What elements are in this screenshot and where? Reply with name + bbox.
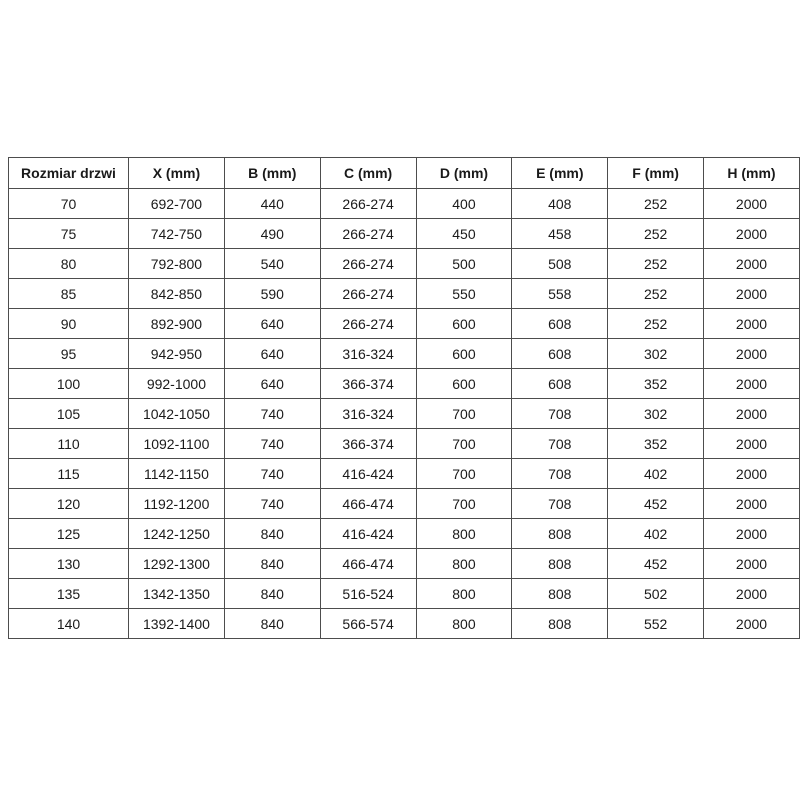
table-row: [9, 189, 800, 219]
table-cell: 2000: [704, 309, 800, 339]
table-cell: 266-274: [320, 249, 416, 279]
table-cell: 458: [512, 219, 608, 249]
table-cell: 440: [224, 189, 320, 219]
table-cell: 502: [608, 579, 704, 609]
table-cell: 600: [416, 369, 512, 399]
table-cell: 608: [512, 369, 608, 399]
table-cell: 450: [416, 219, 512, 249]
table-cell: 2000: [704, 399, 800, 429]
table-row: [9, 519, 800, 549]
table-body: [9, 189, 800, 639]
table-cell: 266-274: [320, 219, 416, 249]
table-cell: 2000: [704, 249, 800, 279]
header-cell: B (mm): [224, 158, 320, 189]
row-size-cell: 130: [9, 549, 129, 579]
row-size-cell: 100: [9, 369, 129, 399]
table-cell: 2000: [704, 339, 800, 369]
table-row: [9, 369, 800, 399]
table-cell: 740: [224, 459, 320, 489]
table-cell: 352: [608, 429, 704, 459]
header-cell: X (mm): [129, 158, 225, 189]
table-cell: 1292-1300: [129, 549, 225, 579]
table-cell: 302: [608, 339, 704, 369]
table-cell: 1392-1400: [129, 609, 225, 639]
table-cell: 800: [416, 519, 512, 549]
table-cell: 700: [416, 459, 512, 489]
table-cell: 466-474: [320, 549, 416, 579]
row-size-cell: 90: [9, 309, 129, 339]
table-cell: 266-274: [320, 309, 416, 339]
table-cell: 352: [608, 369, 704, 399]
table-cell: 892-900: [129, 309, 225, 339]
table-row: [9, 219, 800, 249]
row-size-cell: 80: [9, 249, 129, 279]
table-cell: 808: [512, 519, 608, 549]
table-cell: 2000: [704, 429, 800, 459]
table-cell: 700: [416, 429, 512, 459]
table-cell: 640: [224, 339, 320, 369]
table-cell: 366-374: [320, 429, 416, 459]
table-row: [9, 579, 800, 609]
table-row: [9, 429, 800, 459]
table-cell: 840: [224, 519, 320, 549]
table-cell: 1192-1200: [129, 489, 225, 519]
table-cell: 252: [608, 279, 704, 309]
table-cell: 550: [416, 279, 512, 309]
header-cell: C (mm): [320, 158, 416, 189]
table-cell: 366-374: [320, 369, 416, 399]
table-row: [9, 279, 800, 309]
table-cell: 800: [416, 549, 512, 579]
table-row: [9, 309, 800, 339]
table-cell: 792-800: [129, 249, 225, 279]
header-cell: H (mm): [704, 158, 800, 189]
table-cell: 708: [512, 399, 608, 429]
table-cell: 608: [512, 309, 608, 339]
table-cell: 490: [224, 219, 320, 249]
header-cell: Rozmiar drzwi: [9, 158, 129, 189]
header-cell: F (mm): [608, 158, 704, 189]
table-cell: 252: [608, 219, 704, 249]
table-cell: 608: [512, 339, 608, 369]
table-cell: 2000: [704, 189, 800, 219]
table-cell: 1092-1100: [129, 429, 225, 459]
row-size-cell: 115: [9, 459, 129, 489]
table-cell: 566-574: [320, 609, 416, 639]
row-size-cell: 105: [9, 399, 129, 429]
table-cell: 416-424: [320, 519, 416, 549]
table-cell: 2000: [704, 279, 800, 309]
row-size-cell: 140: [9, 609, 129, 639]
table-cell: 840: [224, 579, 320, 609]
table-cell: 408: [512, 189, 608, 219]
table-cell: 402: [608, 459, 704, 489]
row-size-cell: 95: [9, 339, 129, 369]
table-cell: 740: [224, 489, 320, 519]
table-cell: 808: [512, 549, 608, 579]
table-cell: 800: [416, 609, 512, 639]
table-cell: 840: [224, 609, 320, 639]
table-row: [9, 549, 800, 579]
table-cell: 808: [512, 579, 608, 609]
table-cell: 252: [608, 309, 704, 339]
table-cell: 516-524: [320, 579, 416, 609]
table-row: [9, 399, 800, 429]
table-cell: 266-274: [320, 279, 416, 309]
table-cell: 316-324: [320, 399, 416, 429]
table-cell: 942-950: [129, 339, 225, 369]
table-cell: 252: [608, 189, 704, 219]
table-cell: 992-1000: [129, 369, 225, 399]
table-cell: 302: [608, 399, 704, 429]
table-cell: 558: [512, 279, 608, 309]
table-cell: 640: [224, 309, 320, 339]
table-cell: 700: [416, 489, 512, 519]
table-row: [9, 609, 800, 639]
table-cell: 402: [608, 519, 704, 549]
table-cell: 500: [416, 249, 512, 279]
table-cell: 600: [416, 309, 512, 339]
table-cell: 416-424: [320, 459, 416, 489]
header-cell: D (mm): [416, 158, 512, 189]
table-cell: 452: [608, 549, 704, 579]
table-row: [9, 489, 800, 519]
table-cell: 1242-1250: [129, 519, 225, 549]
table-cell: 552: [608, 609, 704, 639]
table-cell: 2000: [704, 549, 800, 579]
row-size-cell: 125: [9, 519, 129, 549]
table-cell: 740: [224, 429, 320, 459]
table-cell: 1342-1350: [129, 579, 225, 609]
table-row: [9, 249, 800, 279]
table-cell: 840: [224, 549, 320, 579]
table-cell: 590: [224, 279, 320, 309]
table-cell: 700: [416, 399, 512, 429]
table-cell: 800: [416, 579, 512, 609]
table-cell: 316-324: [320, 339, 416, 369]
table-cell: 400: [416, 189, 512, 219]
row-size-cell: 120: [9, 489, 129, 519]
table-cell: 600: [416, 339, 512, 369]
table-cell: 1042-1050: [129, 399, 225, 429]
table-cell: 708: [512, 429, 608, 459]
table-cell: 842-850: [129, 279, 225, 309]
table-cell: 2000: [704, 369, 800, 399]
row-size-cell: 70: [9, 189, 129, 219]
table-cell: 252: [608, 249, 704, 279]
table-cell: 540: [224, 249, 320, 279]
table-cell: 692-700: [129, 189, 225, 219]
table-row: [9, 339, 800, 369]
table-cell: 640: [224, 369, 320, 399]
table-cell: 452: [608, 489, 704, 519]
table-cell: 708: [512, 489, 608, 519]
table-cell: 1142-1150: [129, 459, 225, 489]
row-size-cell: 135: [9, 579, 129, 609]
table-cell: 508: [512, 249, 608, 279]
row-size-cell: 110: [9, 429, 129, 459]
table-row: [9, 459, 800, 489]
table-cell: 708: [512, 459, 608, 489]
table-cell: 466-474: [320, 489, 416, 519]
row-size-cell: 85: [9, 279, 129, 309]
header-cell: E (mm): [512, 158, 608, 189]
door-size-table: [8, 157, 800, 639]
table-cell: 808: [512, 609, 608, 639]
table-cell: 2000: [704, 489, 800, 519]
row-size-cell: 75: [9, 219, 129, 249]
table-cell: 2000: [704, 219, 800, 249]
table-cell: 742-750: [129, 219, 225, 249]
table-cell: 2000: [704, 579, 800, 609]
header-row: [9, 158, 800, 189]
table-cell: 2000: [704, 519, 800, 549]
table-cell: 266-274: [320, 189, 416, 219]
table-cell: 2000: [704, 459, 800, 489]
table-cell: 740: [224, 399, 320, 429]
table-cell: 2000: [704, 609, 800, 639]
